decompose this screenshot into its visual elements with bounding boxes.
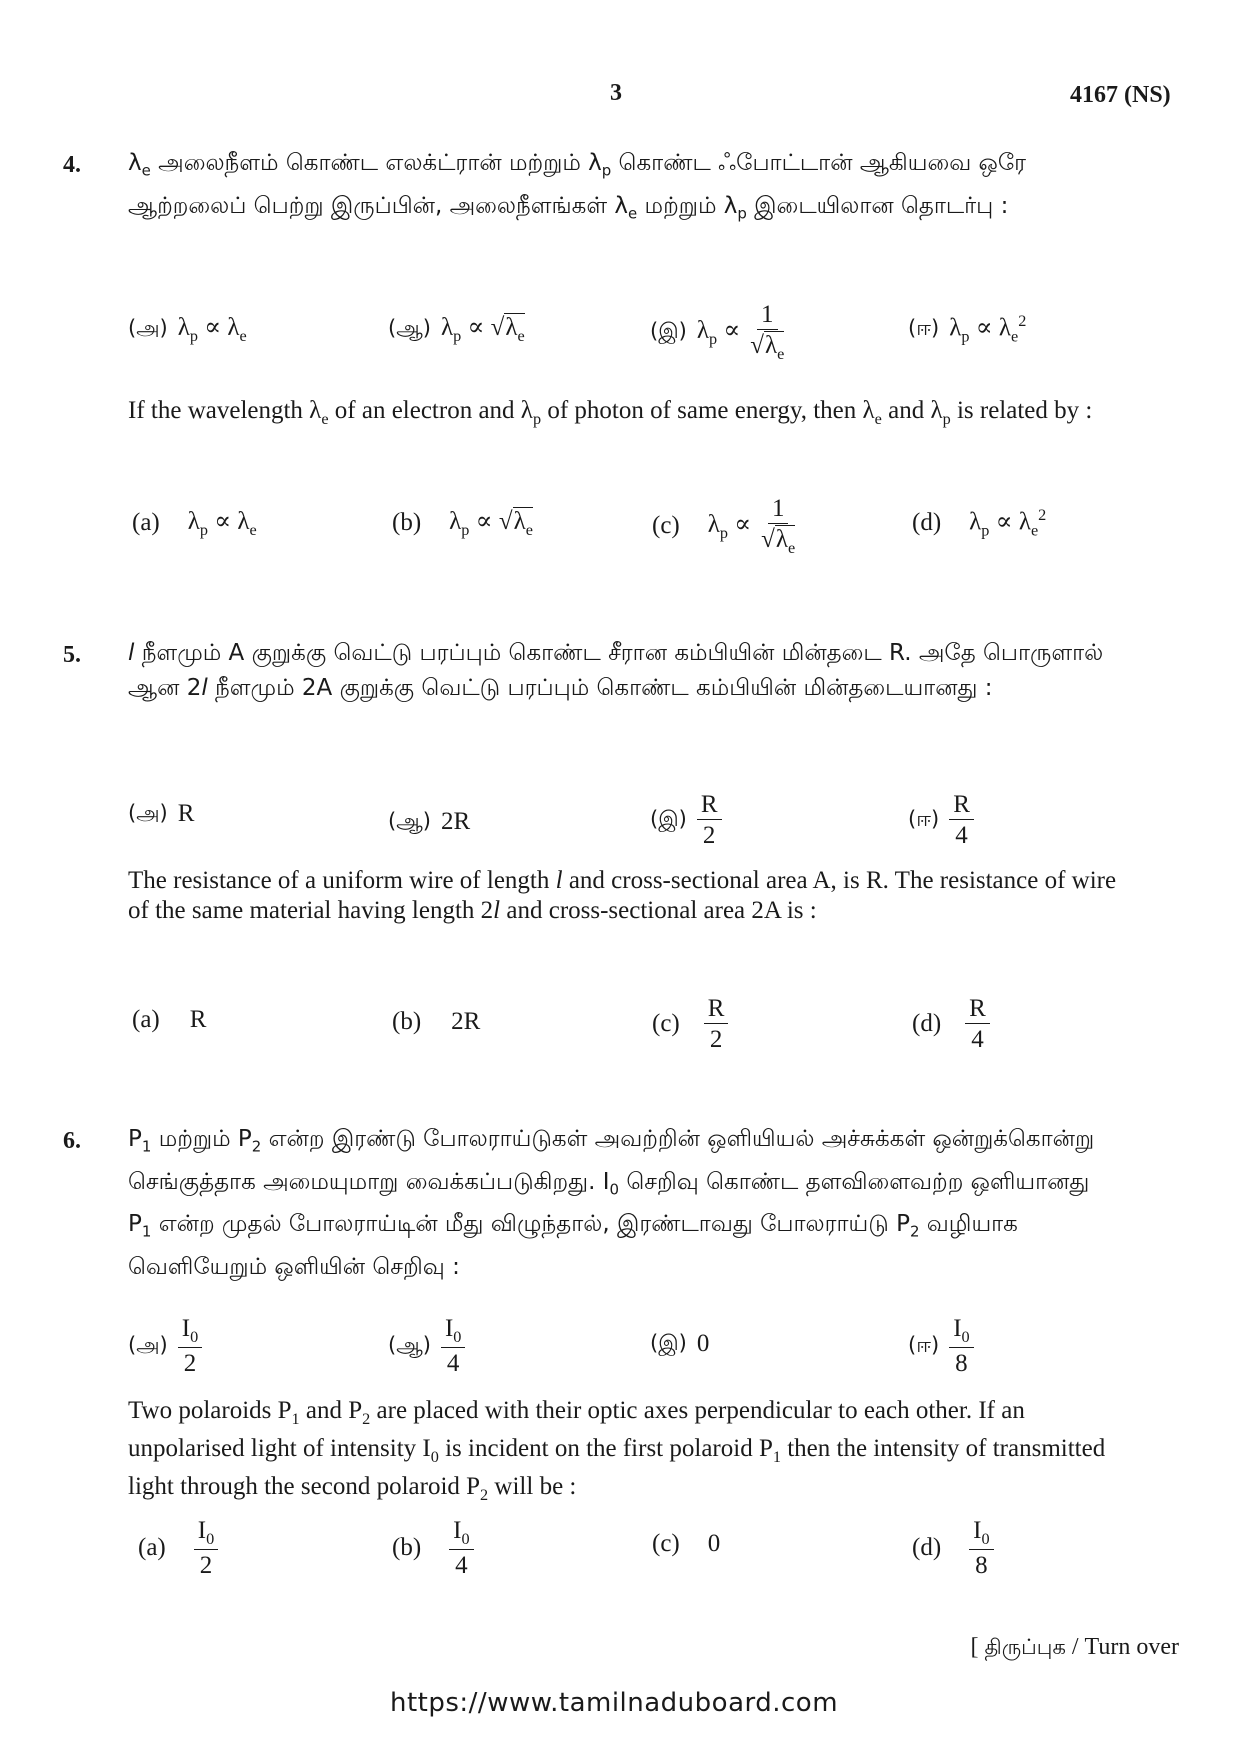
turn-over-note: [ திருப்புக / Turn over [970,1634,1179,1660]
page-number: 3 [610,80,622,106]
question-number: 5. [63,642,81,668]
option-c-tamil: (இ) $\lambda_p$ ∝ $\frac{1}{√\lambda_e}$ [650,301,785,363]
paper-code: 4167 (NS) [1070,82,1171,108]
option-b-tamil: (ஆ) $\frac{I_0}{4}$ [388,1316,465,1376]
option-c-tamil: (இ) $\frac{R}{2}$ [650,792,722,848]
option-b-tamil: (ஆ) $\lambda_p \propto √\lambda_e$ [388,314,525,345]
option-b: (b) $\lambda_p \propto √\lambda_e$ [392,508,533,539]
option-a-tamil: (அ) $\lambda_p \propto \lambda_e$ [128,314,247,345]
option-c-tamil: (இ) 0 [650,1330,710,1357]
option-b: (b) 2R [392,1008,481,1035]
option-d-tamil: (ஈ) $\frac{R}{4}$ [908,792,974,848]
option-d-tamil: (ஈ) $\frac{I_0}{8}$ [908,1316,974,1376]
source-url: https://www.tamilnaduboard.com [390,1688,839,1718]
question-text-tamil: $P_1$ மற்றும் $P_2$ என்ற இரண்டு போலராய்டுகள் அவற்றின் ஒளியியல் அச்சுக்கள் ஒன்றுக்கொன்று செங்குத்தாக அமையுமாறு வைக்கப்படுகிறது. $I_0$ செறிவு கொண்ட தளவிளைவற்ற ஒளியானது $P_1$ என்ற முதல் போலராய்டின் மீது விழுந்தால், இரண்டாவது போலராய்டு $P_2$ வழியாக வெளியேறும் ஒளியின் செறிவு : [128,1126,1095,1280]
option-c: (c) $\lambda_p$ ∝ $\frac{1}{√\lambda_e}$ [652,495,796,557]
option-d-tamil: (ஈ) $\lambda_p \propto \lambda_e^2$ [908,312,1027,346]
question-text-english: Two polaroids $P_1$ and $P_2$ are placed with their optic axes perpendicular to each other. If an unpolarised light of intensity $I_0$ is incident on the first polaroid $P_1$ then the intensity of transmitted light through the second polaroid $P_2$ will be : [128,1397,1106,1504]
option-d: (d) $\frac{R}{4}$ [912,996,990,1052]
option-d: (d) $\lambda_p \propto \lambda_e^2$ [912,506,1047,540]
option-c: (c) $\frac{R}{2}$ [652,996,728,1052]
option-b-tamil: (ஆ) 2R [388,808,471,835]
option-d: (d) $\frac{I_0}{8}$ [912,1518,994,1578]
option-a: (a) $\lambda_p \propto \lambda_e$ [132,508,257,539]
option-b: (b) $\frac{I_0}{4}$ [392,1518,474,1578]
question-number: 6. [63,1128,81,1154]
option-a-tamil: (அ) $\frac{I_0}{2}$ [128,1316,202,1376]
option-a-tamil: (அ) R [128,800,195,827]
option-c: (c) 0 [652,1530,721,1557]
question-text-tamil: l நீளமும் A குறுக்கு வெட்டு பரப்பும் கொண்ட சீரான கம்பியின் மின்தடை R. அதே பொருளால் ஆன 2l நீளமும் 2A குறுக்கு வெட்டு பரப்பும் கொண்ட கம்பியின் மின்தடையானது : [128,640,1104,701]
question-text-english: The resistance of a uniform wire of length l and cross-sectional area A, is R. The resistance of wire of the same material having length 2l and cross-sectional area 2A is : [128,867,1117,924]
question-number: 4. [63,152,81,178]
question-text-tamil: $\lambda_e$ அலைநீளம் கொண்ட எலக்ட்ரான் மற்றும் $\lambda_p$ கொண்ட ஃபோட்டான் ஆகியவை ஒரே ஆற்றலைப் பெற்று இருப்பின், அலைநீளங்கள் $\lambda_e$ மற்றும் $\lambda_p$ இடையிலான தொடர்பு : [128,150,1027,223]
option-a: (a) $\frac{I_0}{2}$ [138,1518,218,1578]
question-text-english: If the wavelength $\lambda_e$ of an electron and $\lambda_p$ of photon of same energy, then $\lambda_e$ and $\lambda_p$ is related by : [128,397,1093,428]
option-a: (a) R [132,1006,207,1033]
